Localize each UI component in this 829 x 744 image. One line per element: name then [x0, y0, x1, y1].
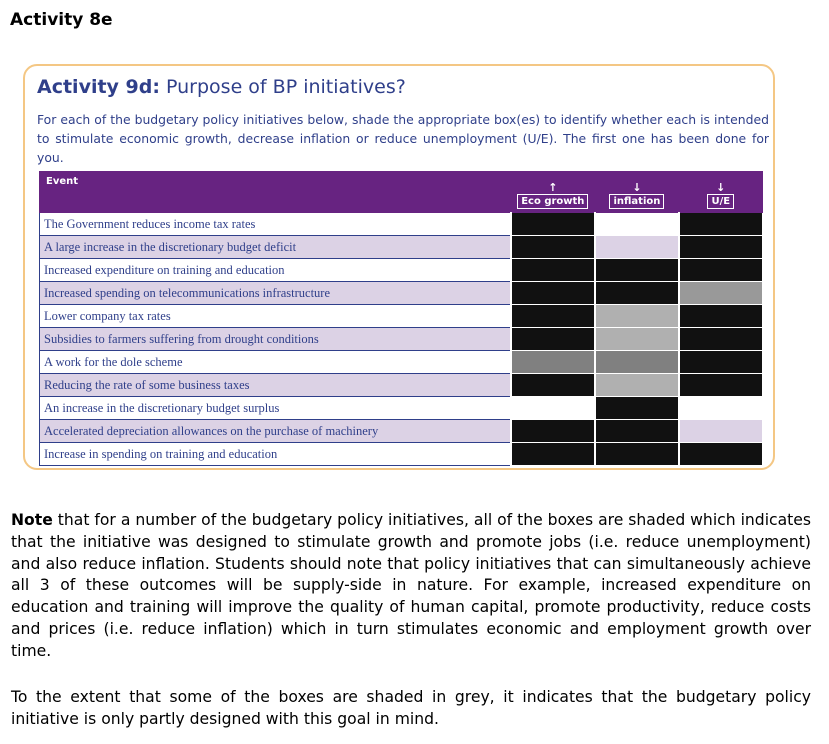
event-cell: Reducing the rate of some business taxes: [40, 374, 511, 397]
shade-box[interactable]: [511, 374, 595, 397]
table-row: [40, 213, 763, 236]
table-row: [40, 328, 763, 351]
shade-box[interactable]: [511, 259, 595, 282]
shade-box[interactable]: [595, 236, 679, 259]
shade-box[interactable]: [511, 351, 595, 374]
card-title-bold: Activity 9d:: [37, 76, 160, 98]
arrow-down-icon: ↓: [632, 181, 642, 194]
event-cell: Increased spending on telecommunications infrastructure: [40, 282, 511, 305]
shade-box[interactable]: [511, 420, 595, 443]
shade-box[interactable]: [595, 351, 679, 374]
event-cell: An increase in the discretionary budget surplus: [40, 397, 511, 420]
card-instructions: For each of the budgetary policy initiatives below, shade the appropriate box(es) to identify whether each is intended to stimulate economic growth, decrease inflation or reduce unemployment (U/E). The first one has been done for you.: [37, 112, 769, 165]
event-cell: A work for the dole scheme: [40, 351, 511, 374]
shade-box[interactable]: [511, 397, 595, 420]
shade-box[interactable]: [595, 282, 679, 305]
column-header-ue: [679, 172, 762, 213]
card-title: [37, 76, 406, 98]
table-row: [40, 374, 763, 397]
shade-box[interactable]: [679, 420, 762, 443]
column-label: Eco growth: [517, 194, 588, 209]
shade-box[interactable]: [511, 213, 595, 236]
arrow-up-icon: ↑: [548, 181, 558, 194]
event-header: Event: [40, 172, 511, 213]
shade-box[interactable]: [679, 397, 762, 420]
table-row: [40, 282, 763, 305]
shade-box[interactable]: [679, 282, 762, 305]
shade-box[interactable]: [595, 305, 679, 328]
event-cell: The Government reduces income tax rates: [40, 213, 511, 236]
table-row: [40, 351, 763, 374]
activity-card: [23, 64, 775, 470]
column-label: U/E: [707, 194, 734, 209]
note-paragraph-2: To the extent that some of the boxes are shaded in grey, it indicates that the budgetary policy initiative is only partly designed with this goal in mind.: [11, 688, 811, 728]
shade-box[interactable]: [679, 259, 762, 282]
table-row: [40, 420, 763, 443]
shade-box[interactable]: [511, 328, 595, 351]
event-cell: Increased expenditure on training and education: [40, 259, 511, 282]
shade-box[interactable]: [511, 236, 595, 259]
shade-box[interactable]: [595, 259, 679, 282]
shade-box[interactable]: [595, 397, 679, 420]
column-header-eco-growth: [511, 172, 595, 213]
event-cell: A large increase in the discretionary budget deficit: [40, 236, 511, 259]
card-title-rest: Purpose of BP initiatives?: [166, 76, 406, 98]
note-lead: Note: [11, 511, 53, 529]
shade-box[interactable]: [511, 443, 595, 466]
shade-box[interactable]: [595, 443, 679, 466]
event-cell: Accelerated depreciation allowances on the purchase of machinery: [40, 420, 511, 443]
shade-box[interactable]: [511, 282, 595, 305]
shade-box[interactable]: [679, 443, 762, 466]
table-row: [40, 443, 763, 466]
shade-box[interactable]: [511, 305, 595, 328]
initiatives-table: [39, 171, 763, 466]
shade-box[interactable]: [679, 351, 762, 374]
shade-box[interactable]: [679, 374, 762, 397]
table-row: [40, 236, 763, 259]
column-header-inflation: [595, 172, 679, 213]
event-cell: Subsidies to farmers suffering from drought conditions: [40, 328, 511, 351]
shade-box[interactable]: [595, 213, 679, 236]
shade-box[interactable]: [679, 213, 762, 236]
arrow-down-icon: ↓: [716, 181, 726, 194]
note-paragraph: [11, 510, 811, 663]
page-heading: Activity 8e: [10, 10, 113, 30]
table-header-row: [40, 172, 763, 213]
note-body: that for a number of the budgetary policy initiatives, all of the boxes are shaded which indicates that the initiative was designed to stimulate growth and promote jobs (i.e. reduce unemployment) and also reduce inflation. Students should note that policy initiatives that can simultaneously achieve all 3 of these outcomes will be supply-side in nature. For example, increased expenditure on education and training will improve the quality of human capital, promote productivity, reduce costs and prices (i.e. reduce inflation) which in turn stimulates economic and employment growth over time.: [11, 511, 811, 660]
shade-box[interactable]: [679, 328, 762, 351]
table-row: [40, 259, 763, 282]
shade-box[interactable]: [595, 374, 679, 397]
event-cell: Increase in spending on training and education: [40, 443, 511, 466]
event-cell: Lower company tax rates: [40, 305, 511, 328]
table-row: [40, 397, 763, 420]
shade-box[interactable]: [679, 236, 762, 259]
table-body: [40, 213, 763, 466]
shade-box[interactable]: [679, 305, 762, 328]
column-label: inflation: [609, 194, 664, 209]
table-row: [40, 305, 763, 328]
shade-box[interactable]: [595, 328, 679, 351]
shade-box[interactable]: [595, 420, 679, 443]
